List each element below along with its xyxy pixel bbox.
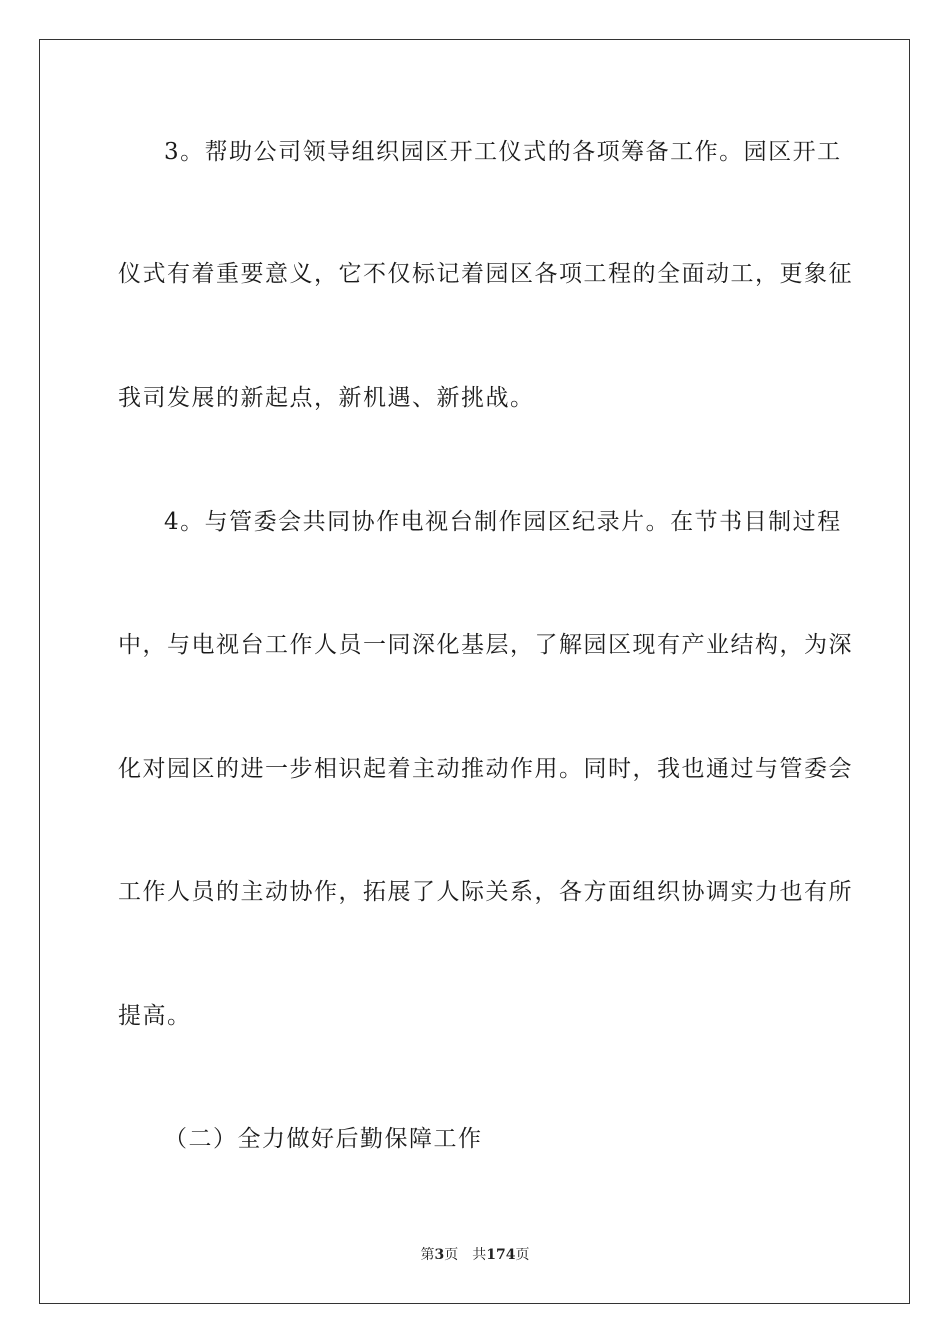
paragraph-3-line-3: 我司发展的新起点，新机遇、新挑战。 bbox=[118, 385, 535, 411]
page-footer bbox=[0, 1246, 950, 1264]
page-prefix: 第 bbox=[420, 1247, 435, 1263]
paragraph-3-line-2: 仪式有着重要意义，它不仅标记着园区各项工程的全面动工，更象征 bbox=[118, 261, 853, 287]
paragraph-3-line-1: 3。帮助公司领导组织园区开工仪式的各项筹备工作。园区开工 bbox=[164, 139, 842, 165]
paragraph-4-line-1: 4。与管委会共同协作电视台制作园区纪录片。在节书目制过程 bbox=[164, 509, 842, 535]
total-prefix: 共 bbox=[472, 1247, 487, 1263]
page-border bbox=[39, 39, 910, 1304]
paragraph-4-line-4: 工作人员的主动协作，拓展了人际关系，各方面组织协调实力也有所 bbox=[118, 879, 853, 905]
paragraph-4-line-5: 提高。 bbox=[118, 1003, 192, 1029]
page-number: 3 bbox=[434, 1247, 445, 1263]
paragraph-4-line-3: 化对园区的进一步相识起着主动推动作用。同时，我也通过与管委会 bbox=[118, 756, 853, 782]
section-heading: （二）全力做好后勤保障工作 bbox=[164, 1126, 483, 1152]
total-suffix: 页 bbox=[515, 1247, 530, 1263]
total-pages: 174 bbox=[486, 1247, 516, 1263]
page-suffix: 页 bbox=[444, 1247, 459, 1263]
paragraph-4-line-2: 中，与电视台工作人员一同深化基层，了解园区现有产业结构，为深 bbox=[118, 632, 853, 658]
